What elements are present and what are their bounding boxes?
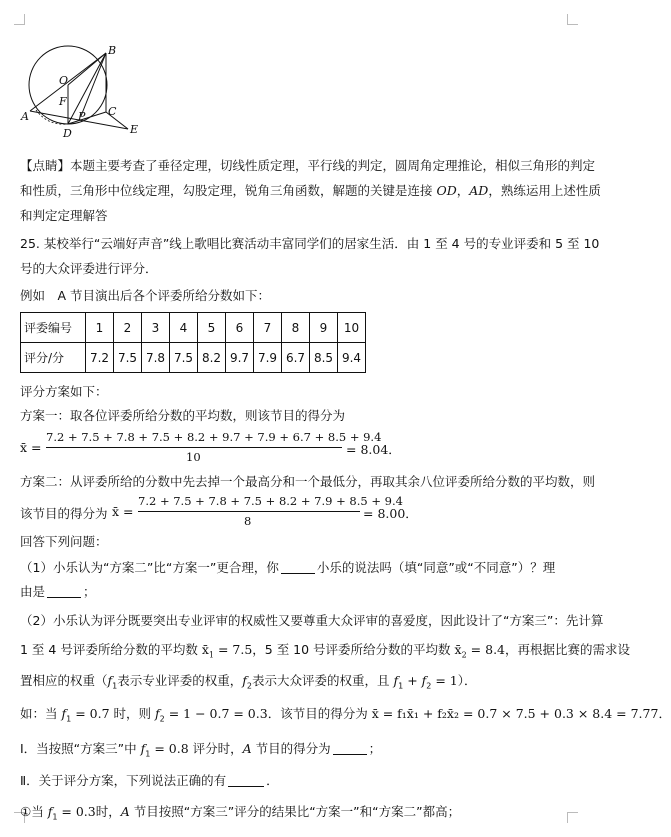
q2-line-1: [20, 613, 603, 629]
example-score-label: ．该节目的得分为: [267, 706, 372, 721]
plans-intro: [20, 384, 108, 400]
x2-value: = 8.4: [466, 642, 506, 657]
q2-example-line: [20, 706, 671, 728]
plan1-text: 方案一：取各位评委所给分数的平均数，则该节目的得分为: [20, 408, 346, 423]
q1-text-b: 小乐的说法吗（填“同意”或“不同意”）？理: [316, 560, 556, 575]
sum-equals-one: = 1: [431, 673, 458, 688]
scores-table: [20, 312, 366, 373]
option-1-f1-value: = 0.3: [57, 804, 96, 819]
plan1-lhs: x̄ =: [20, 440, 42, 455]
judge-cell: 4: [170, 313, 198, 343]
example-line: [20, 288, 270, 304]
example-f1-value: = 0.7: [71, 706, 110, 721]
score-cell: 7.5: [170, 343, 198, 373]
plus-sign: +: [403, 673, 422, 688]
score-cell: 7.9: [254, 343, 282, 373]
label-p: P: [78, 110, 86, 123]
plan1-rhs: [346, 440, 401, 458]
table-row-scores: [21, 343, 366, 373]
option-1-f1-sub: 1: [52, 812, 58, 822]
line-ob: [68, 53, 106, 85]
judge-cell: 6: [226, 313, 254, 343]
qI-f1-value: = 0.8: [150, 741, 189, 756]
qII-line: [20, 773, 279, 789]
x2-symbol: x̄: [454, 642, 462, 657]
example-f1: f: [61, 706, 67, 721]
f2-sum-symbol: f: [421, 673, 427, 688]
score-cell: 7.5: [114, 343, 142, 373]
plan1-numerator: 7.2 + 7.5 + 7.8 + 7.5 + 8.2 + 9.7 + 7.9 + 6.7 + 8.5 + 9.4: [46, 430, 382, 444]
q1-reason-label: 由是: [20, 584, 46, 599]
q1-answer-blank[interactable]: [281, 561, 315, 574]
plan2-formula: [20, 492, 418, 532]
score-cell: 9.4: [338, 343, 366, 373]
page-corner-mark-tl: [14, 14, 25, 25]
f1-symbol: f: [107, 673, 113, 688]
f2-symbol: f: [242, 673, 247, 688]
plans-intro-text: 评分方案如下：: [20, 384, 108, 399]
score-cell: 7.2: [86, 343, 114, 373]
label-o: O: [59, 74, 69, 87]
questions-intro: [20, 534, 108, 550]
q2-line-2: [20, 642, 630, 664]
qI-text-a: Ⅰ．当按照“方案三”中: [20, 741, 141, 756]
option-1-program-a: A: [120, 804, 130, 819]
plan2-text: 方案二：从评委所给的分数中先去掉一个最高分和一个最低分，再取其余八位评委所给分数的平均数，则: [20, 474, 596, 489]
example-f2-value: = 1 − 0.7 = 0.3: [164, 706, 268, 721]
qII-answer-blank[interactable]: [228, 774, 264, 787]
comment-sep: ，: [456, 183, 470, 198]
qII-end: ．: [266, 773, 279, 788]
plan2-end: ．: [405, 506, 418, 521]
comment-line-2: [20, 183, 601, 199]
judge-cell: 2: [114, 313, 142, 343]
option-1-line: [20, 804, 460, 826]
table-row-judges: [21, 313, 366, 343]
score-cell: 6.7: [282, 343, 310, 373]
questions-intro-text: 回答下列问题：: [20, 534, 108, 549]
q1-reason-end: ；: [83, 584, 96, 599]
page-corner-mark-tr: [567, 14, 578, 25]
plan1-end: ．: [388, 442, 401, 457]
example-prefix: 如：当: [20, 706, 62, 721]
example-f1-sub: 1: [66, 714, 72, 724]
judge-cell: 8: [282, 313, 310, 343]
comment-text-1: 【点睛】本题主要考查了垂径定理，切线性质定理，平行线的判定，圆周角定理推论，相似三角形的判定: [20, 158, 596, 173]
x2-subscript: 2: [461, 650, 467, 660]
option-1-when: 时，: [95, 804, 121, 819]
plan1-fraction-bar: [46, 447, 342, 448]
label-b: B: [108, 44, 117, 57]
example-end: ．: [658, 706, 671, 721]
plan2-denominator: 8: [244, 514, 252, 528]
q2-text-1: （2）小乐认为评分既要突出专业评审的权威性又要尊重大众评审的喜爱度，因此设计了“方案三”：先计算: [20, 613, 604, 628]
f1-sum-symbol: f: [393, 673, 399, 688]
q2-text-2a: 1 至 4 号评委所给分数的平均数: [20, 642, 202, 657]
f1-sum-subscript: 1: [398, 681, 404, 691]
score-cell: 7.8: [142, 343, 170, 373]
judge-cell: 9: [310, 313, 338, 343]
qI-line: [20, 741, 381, 763]
label-c: C: [108, 105, 117, 118]
problem-line-1: [20, 236, 599, 252]
x1-subscript: 1: [208, 650, 214, 660]
page-corner-mark-br: [567, 812, 578, 823]
f1-subscript: 1: [112, 681, 118, 691]
q2-text-2e: ，再根据比赛的需求设: [505, 642, 631, 657]
label-f: F: [59, 95, 67, 108]
problem-text-2: 号的大众评委进行评分．: [20, 261, 158, 276]
example-then: 时，则: [109, 706, 155, 721]
judge-cell: 1: [86, 313, 114, 343]
q1-text-a: （1）小乐认为“方案二”比“方案一”更合理，你: [20, 560, 279, 575]
q2-text-3c: 表示大众评委的权重，且: [252, 673, 394, 688]
problem-line-2: [20, 261, 158, 277]
judge-cell: 7: [254, 313, 282, 343]
example-f2-sub: 2: [159, 714, 165, 724]
label-d: D: [63, 127, 72, 140]
q2-text-3a: 置相应的权重（: [20, 673, 108, 688]
plan2-result: = 8.00: [363, 506, 406, 521]
example-text: 例如 A 节目演出后各个评委所给分数如下：: [20, 288, 271, 303]
qI-text-f: 节目的得分为: [251, 741, 331, 756]
comment-text-2b: ，熟练运用上述性质: [488, 183, 601, 198]
plan2-lhs: x̄ =: [112, 504, 134, 519]
q1-reason-blank[interactable]: [47, 585, 81, 598]
x1-symbol: x̄: [201, 642, 209, 657]
segment-od: OD: [436, 183, 457, 198]
option-1-text: 节目按照“方案三”评分的结果比“方案一”和“方案二”都高；: [129, 804, 461, 819]
judge-cell: 10: [338, 313, 366, 343]
x1-mean: [201, 642, 253, 660]
example-f2: f: [154, 706, 160, 721]
x1-value: = 7.5: [213, 642, 253, 657]
qI-end: ；: [368, 741, 382, 756]
judge-cell: 5: [198, 313, 226, 343]
score-cell: 8.2: [198, 343, 226, 373]
plan1-line: [20, 408, 345, 424]
segment-ad: AD: [469, 183, 489, 198]
qI-answer-blank[interactable]: [333, 742, 367, 755]
comment-text-3: 和判定定理解答: [20, 208, 108, 223]
q2-line-3: [20, 673, 477, 695]
q2-text-2c: ，5 至 10 号评委所给分数的平均数: [252, 642, 455, 657]
plan2-fraction-bar: [138, 511, 360, 512]
qII-text: Ⅱ．关于评分方案，下列说法正确的有: [20, 773, 227, 788]
f2-subscript: 2: [246, 681, 252, 691]
example-score-formula: x̄ = f₁x̄₁ + f₂x̄₂ = 0.7 × 7.5 + 0.3 × 8.4 = 7.77: [371, 706, 659, 721]
score-cell: 8.5: [310, 343, 338, 373]
q1-line-1: [20, 560, 555, 576]
option-1-prefix: ①当: [20, 804, 48, 819]
label-a: A: [21, 110, 29, 123]
qI-text-d: 评分时，: [188, 741, 243, 756]
q2-text-3h: ）．: [457, 673, 477, 688]
plan1-formula: [20, 428, 401, 468]
option-1-f1: f: [47, 804, 53, 819]
qI-program-a: A: [242, 741, 252, 756]
label-e: E: [130, 123, 139, 136]
plan1-result: = 8.04: [346, 442, 389, 457]
comment-text-2a: 和性质，三角形中位线定理，勾股定理，锐角三角函数，解题的关键是连接: [20, 183, 437, 198]
comment-line-1: [20, 158, 595, 174]
qI-f1-sub: 1: [145, 749, 151, 759]
qI-f1: f: [140, 741, 146, 756]
f2-sum-subscript: 2: [426, 681, 432, 691]
geometry-figure: [18, 40, 148, 148]
plan1-denominator: 10: [186, 450, 201, 464]
judge-cell: 3: [142, 313, 170, 343]
table-header-label: 评委编号: [21, 313, 86, 343]
problem-text-1: 25. 某校举行“云端好声音”线上歌唱比赛活动丰富同学们的居家生活．由 1 至 4 号的专业评委和 5 至 10: [20, 236, 600, 251]
plan2-line: [20, 474, 595, 490]
comment-line-3: [20, 208, 108, 224]
plan2-prefix: 该节目的得分为: [20, 506, 108, 521]
table-score-label: 评分/分: [21, 343, 86, 373]
plan2-numerator: 7.2 + 7.5 + 7.8 + 7.5 + 8.2 + 7.9 + 8.5 + 9.4: [138, 494, 403, 508]
q1-line-2: [20, 584, 96, 600]
x2-mean: [454, 642, 506, 660]
score-cell: 9.7: [226, 343, 254, 373]
plan2-rhs: [363, 504, 418, 522]
q2-text-3b: 表示专业评委的权重，: [117, 673, 243, 688]
